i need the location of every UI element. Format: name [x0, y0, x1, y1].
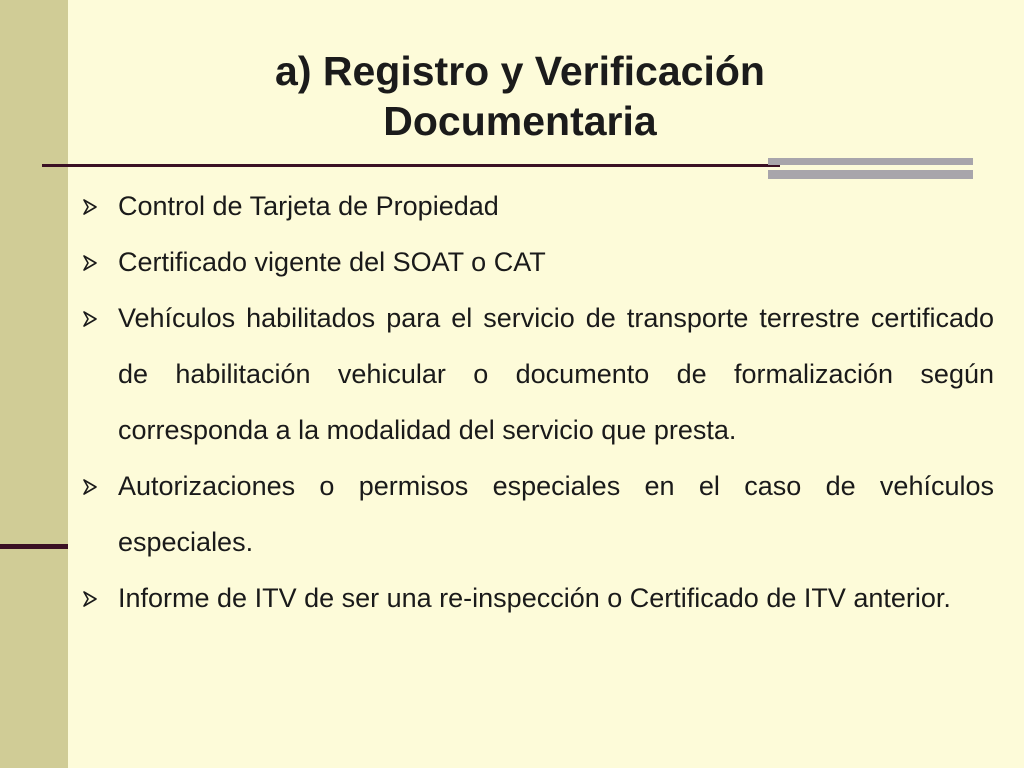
bullet-item [78, 458, 994, 570]
chevron-arrow-icon [82, 591, 98, 607]
bullet-item [78, 290, 994, 458]
title-divider [42, 164, 780, 167]
bullet-item [78, 178, 994, 234]
bullet-text: Autorizaciones o permisos especiales en el caso de vehículos especiales. [118, 471, 994, 557]
slide-title [250, 46, 790, 146]
title-line-2: Documentaria [383, 98, 657, 144]
chevron-arrow-icon [82, 255, 98, 271]
bullet-text: Vehículos habilitados para el servicio de transporte terrestre certificado de habilitación vehicular o documento de formalización según corresponda a la modalidad del servicio que presta. [118, 303, 994, 445]
bullet-text: Informe de ITV de ser una re-inspección o Certificado de ITV anterior. [118, 583, 951, 613]
bullet-item [78, 570, 994, 626]
bullet-item [78, 234, 994, 290]
left-accent-bar [0, 544, 68, 549]
bullet-text: Control de Tarjeta de Propiedad [118, 191, 499, 221]
bullet-text: Certificado vigente del SOAT o CAT [118, 247, 546, 277]
divider-grey-bar-top [768, 158, 973, 165]
bullet-list [78, 178, 994, 626]
title-line-1: a) Registro y Verificación [275, 48, 765, 94]
left-decorative-band [0, 0, 68, 768]
chevron-arrow-icon [82, 479, 98, 495]
chevron-arrow-icon [82, 199, 98, 215]
chevron-arrow-icon [82, 311, 98, 327]
